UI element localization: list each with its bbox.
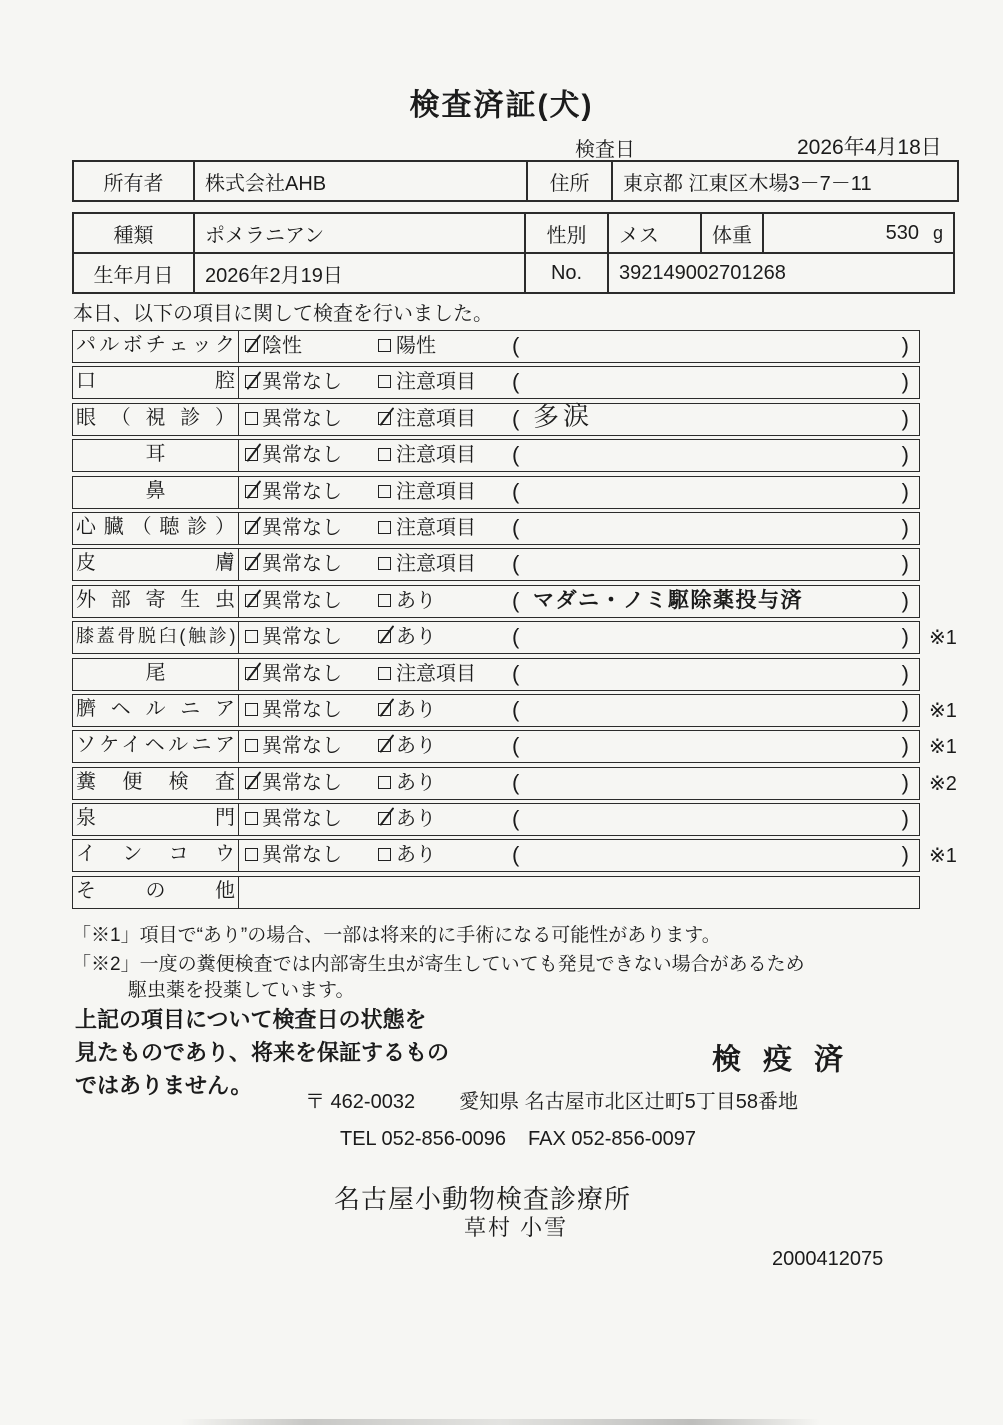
checkbox-option-2[interactable] — [378, 667, 391, 680]
option-2-label: あり — [396, 771, 436, 794]
checklist-item-label: 膝蓋骨脱臼(触診) — [73, 622, 239, 653]
checklist-row — [72, 330, 920, 363]
clinic-contact-line — [340, 1128, 696, 1151]
checkbox-option-1[interactable] — [245, 557, 258, 570]
checkbox-option-1[interactable] — [245, 848, 258, 861]
checkbox-option-1[interactable] — [245, 739, 258, 752]
check-mark-icon — [246, 662, 261, 681]
paren-open: ( — [512, 587, 520, 613]
no-label: No. — [525, 253, 608, 293]
checklist-row-content — [239, 513, 919, 544]
paren-open: ( — [512, 806, 520, 832]
option-2-label: 注意項目 — [396, 407, 476, 430]
checklist-row-content — [239, 877, 919, 908]
paren-close: ) — [901, 369, 909, 395]
checklist-item-label: 鼻 — [73, 477, 239, 508]
checkbox-option-2[interactable] — [378, 339, 391, 352]
option-1-label: 異常なし — [262, 407, 342, 430]
option-1-label: 異常なし — [262, 371, 342, 394]
table-row — [73, 161, 958, 201]
row-footnote-marker: ※1 — [929, 845, 957, 868]
checklist-row-content — [239, 331, 919, 362]
checklist-item-label: 外部寄生虫 — [73, 586, 239, 617]
option-1-label: 異常なし — [262, 662, 342, 685]
checklist-row — [72, 767, 957, 800]
paren-close: ) — [901, 624, 909, 650]
paren-close: ) — [901, 514, 909, 540]
footnote-2-line1: 「※2」一度の糞便検査では内部寄生虫が寄生していても発見できない場合があるため — [72, 954, 805, 975]
checkbox-option-2[interactable] — [378, 630, 391, 643]
checkbox-option-1[interactable] — [245, 485, 258, 498]
checklist-row — [72, 512, 920, 545]
checklist-row — [72, 366, 920, 399]
address-value: 東京都 江東区木場3－7－11 — [612, 161, 958, 201]
checkbox-option-2[interactable] — [378, 412, 391, 425]
checkbox-option-1[interactable] — [245, 630, 258, 643]
owner-label: 所有者 — [73, 161, 194, 201]
checklist-row — [72, 399, 920, 436]
check-mark-icon — [379, 698, 394, 717]
paren-close: ) — [901, 696, 909, 722]
quarantine-passed-stamp: 検疫済 — [712, 1044, 866, 1076]
paren-close: ) — [901, 806, 909, 832]
clinic-address-line — [305, 1085, 798, 1114]
printed-remark: マダニ・ノミ駆除薬投与済 — [533, 588, 803, 612]
paren-close: ) — [901, 405, 909, 431]
checkbox-option-1[interactable] — [245, 667, 258, 680]
table-row — [73, 213, 954, 253]
checklist-item-label: 口腔 — [73, 367, 239, 398]
paren-open: ( — [512, 405, 520, 431]
checklist-row-content — [239, 622, 919, 653]
footnote-1: 「※1」項目で“あり”の場合、一部は将来的に手術になる可能性があります。 — [72, 925, 721, 946]
option-2-label: 注意項目 — [396, 553, 476, 576]
inspection-date-label: 検査日 — [575, 139, 635, 161]
checklist-row — [72, 803, 920, 836]
option-2-label: 注意項目 — [396, 480, 476, 503]
option-2-label: 注意項目 — [396, 371, 476, 394]
checkbox-option-2[interactable] — [378, 594, 391, 607]
paren-open: ( — [512, 696, 520, 722]
checklist-row-content — [239, 586, 919, 617]
check-mark-icon — [246, 771, 261, 790]
option-1-label: 陰性 — [262, 335, 302, 357]
row-footnote-marker: ※1 — [929, 699, 957, 722]
paren-close: ) — [901, 587, 909, 613]
clinic-tel: TEL 052-856-0096 — [340, 1128, 507, 1150]
checkbox-option-2[interactable] — [378, 448, 391, 461]
option-1-label: 異常なし — [262, 844, 342, 867]
checklist-item-label: 眼（視診） — [73, 404, 239, 435]
inspection-date-value: 2026年4月18日 — [797, 136, 942, 159]
paren-close: ) — [901, 769, 909, 795]
paren-close: ) — [901, 478, 909, 504]
paren-open: ( — [512, 769, 520, 795]
option-1-label: 異常なし — [262, 771, 342, 794]
page-title: 検査済証(犬) — [409, 89, 594, 122]
checklist-row — [72, 476, 920, 509]
checklist-row-content — [239, 440, 919, 471]
table-row — [73, 253, 954, 293]
checklist-row-content — [239, 399, 919, 435]
checkbox-option-1[interactable] — [245, 412, 258, 425]
weight-value: 530 — [885, 221, 919, 244]
paren-open: ( — [512, 733, 520, 759]
checkbox-option-1[interactable] — [245, 776, 258, 789]
birth-value: 2026年2月19日 — [194, 253, 525, 293]
checklist-item-label: 心臓（聴診） — [73, 513, 239, 544]
checklist-row — [72, 548, 920, 581]
checklist-row-content — [239, 367, 919, 398]
paren-close: ) — [901, 333, 909, 358]
checklist-row — [72, 730, 957, 763]
footnote-2-line2: 駆虫薬を投薬しています。 — [128, 980, 355, 1001]
checklist-item-label: インコウ — [73, 840, 239, 871]
row-footnote-marker: ※1 — [929, 627, 957, 650]
species-value: ポメラニアン — [194, 213, 525, 253]
check-mark-icon — [379, 807, 394, 826]
row-footnote-marker: ※2 — [929, 772, 957, 795]
option-2-label: あり — [396, 589, 436, 612]
weight-cell — [763, 213, 954, 253]
checklist-item-label: 皮膚 — [73, 549, 239, 580]
checklist-item-label: 泉門 — [73, 804, 239, 835]
checkbox-option-2[interactable] — [378, 557, 391, 570]
species-label: 種類 — [73, 213, 194, 253]
serial-number: 2000412075 — [772, 1248, 884, 1270]
checklist-row — [72, 658, 920, 691]
option-1-label: 異常なし — [262, 480, 342, 503]
option-2-label: あり — [396, 735, 436, 758]
option-1-label: 異常なし — [262, 444, 342, 467]
option-1-label: 異常なし — [262, 553, 342, 576]
clinic-fax: FAX 052-856-0097 — [528, 1128, 696, 1150]
paren-close: ) — [901, 660, 909, 686]
option-2-label: あり — [396, 698, 436, 721]
paren-open: ( — [512, 624, 520, 650]
option-2-label: あり — [396, 626, 436, 649]
checklist-item-label: ソケイヘルニア — [73, 731, 239, 762]
checklist-row — [72, 621, 957, 654]
option-1-label: 異常なし — [262, 698, 342, 721]
option-1-label: 異常なし — [262, 626, 342, 649]
checkbox-option-2[interactable] — [378, 485, 391, 498]
checkbox-option-2[interactable] — [378, 521, 391, 534]
option-2-label: 注意項目 — [396, 516, 476, 539]
clinic-postal-code: 〒 462-0032 — [305, 1091, 416, 1113]
owner-value: 株式会社AHB — [194, 161, 527, 201]
checklist-item-label: その他 — [73, 877, 239, 908]
checklist-row — [72, 694, 957, 727]
address-label: 住所 — [527, 161, 612, 201]
row-footnote-marker: ※1 — [929, 736, 957, 759]
paren-open: ( — [512, 842, 520, 868]
sex-value: メス — [608, 213, 701, 253]
checkbox-option-1[interactable] — [245, 812, 258, 825]
option-2-label: あり — [396, 808, 436, 831]
checklist-row-content — [239, 549, 919, 580]
weight-unit: g — [932, 222, 943, 243]
option-1-label: 異常なし — [262, 808, 342, 831]
option-2-label: 注意項目 — [396, 444, 476, 467]
checkbox-option-1[interactable] — [245, 703, 258, 716]
check-mark-icon — [246, 371, 261, 390]
disclaimer-line: 見たものであり、将来を保証するもの — [75, 1040, 450, 1065]
checkbox-option-2[interactable] — [378, 812, 391, 825]
checkbox-option-2[interactable] — [378, 375, 391, 388]
check-mark-icon — [246, 516, 261, 535]
checklist-row-content — [239, 804, 919, 835]
check-mark-icon — [246, 480, 261, 499]
owner-table — [72, 160, 959, 202]
sex-label: 性別 — [525, 213, 608, 253]
paren-close: ) — [901, 551, 909, 577]
birth-label: 生年月日 — [73, 253, 194, 293]
check-mark-icon — [379, 735, 394, 754]
checkbox-option-2[interactable] — [378, 703, 391, 716]
checkbox-option-1[interactable] — [245, 375, 258, 388]
checklist-row — [72, 585, 920, 618]
checklist-row — [72, 839, 957, 872]
disclaimer-line: 上記の項目について検査日の状態を — [75, 1007, 427, 1032]
paren-open: ( — [512, 514, 520, 540]
checklist-row-content — [239, 477, 919, 508]
option-2-label: あり — [396, 844, 436, 867]
handwritten-remark: 多涙 — [532, 399, 594, 432]
checklist-item-label: 尾 — [73, 659, 239, 690]
checkbox-option-1[interactable] — [245, 594, 258, 607]
paren-open: ( — [512, 551, 520, 577]
checkbox-option-1[interactable] — [245, 339, 258, 352]
checkbox-option-2[interactable] — [378, 739, 391, 752]
check-mark-icon — [246, 334, 261, 353]
paren-open: ( — [512, 478, 520, 504]
option-1-label: 異常なし — [262, 516, 342, 539]
checklist-row — [72, 876, 920, 909]
veterinarian-name: 草村 小雪 — [464, 1215, 569, 1240]
no-value: 392149002701268 — [608, 253, 954, 293]
paren-open: ( — [512, 442, 520, 468]
paren-close: ) — [901, 842, 909, 868]
checkbox-option-2[interactable] — [378, 848, 391, 861]
pet-table — [72, 212, 955, 294]
weight-label: 体重 — [701, 213, 763, 253]
checkbox-option-2[interactable] — [378, 776, 391, 789]
paren-open: ( — [512, 333, 520, 358]
checklist-row-content — [239, 659, 919, 690]
checklist-row-content — [239, 731, 919, 762]
paren-open: ( — [512, 660, 520, 686]
paren-close: ) — [901, 442, 909, 468]
checklist-row-content — [239, 695, 919, 726]
checklist-item-label: パルボチェック — [73, 331, 239, 362]
option-1-label: 異常なし — [262, 589, 342, 612]
checklist-row-content — [239, 768, 919, 799]
option-1-label: 異常なし — [262, 735, 342, 758]
paren-open: ( — [512, 369, 520, 395]
check-mark-icon — [379, 625, 394, 644]
option-2-label: 注意項目 — [396, 662, 476, 685]
scan-artifact — [180, 1419, 820, 1425]
check-mark-icon — [246, 553, 261, 572]
check-mark-icon — [379, 407, 394, 426]
intro-sentence: 本日、以下の項目に関して検査を行いました。 — [73, 303, 493, 325]
checkbox-option-1[interactable] — [245, 521, 258, 534]
paren-close: ) — [901, 733, 909, 759]
check-mark-icon — [246, 589, 261, 608]
checklist-row — [72, 439, 920, 472]
option-2-label: 陽性 — [396, 335, 436, 357]
checklist-row-content — [239, 840, 919, 871]
checklist-table — [72, 330, 957, 912]
check-mark-icon — [246, 443, 261, 462]
clinic-address: 愛知県 名古屋市北区辻町5丁目58番地 — [459, 1091, 799, 1113]
checklist-item-label: 糞便検査 — [73, 768, 239, 799]
clinic-name: 名古屋小動物検査診療所 — [334, 1184, 632, 1214]
disclaimer-line: ではありません。 — [75, 1073, 253, 1098]
checklist-item-label: 耳 — [73, 440, 239, 471]
checklist-item-label: 臍ヘルニア — [73, 695, 239, 726]
checkbox-option-1[interactable] — [245, 448, 258, 461]
